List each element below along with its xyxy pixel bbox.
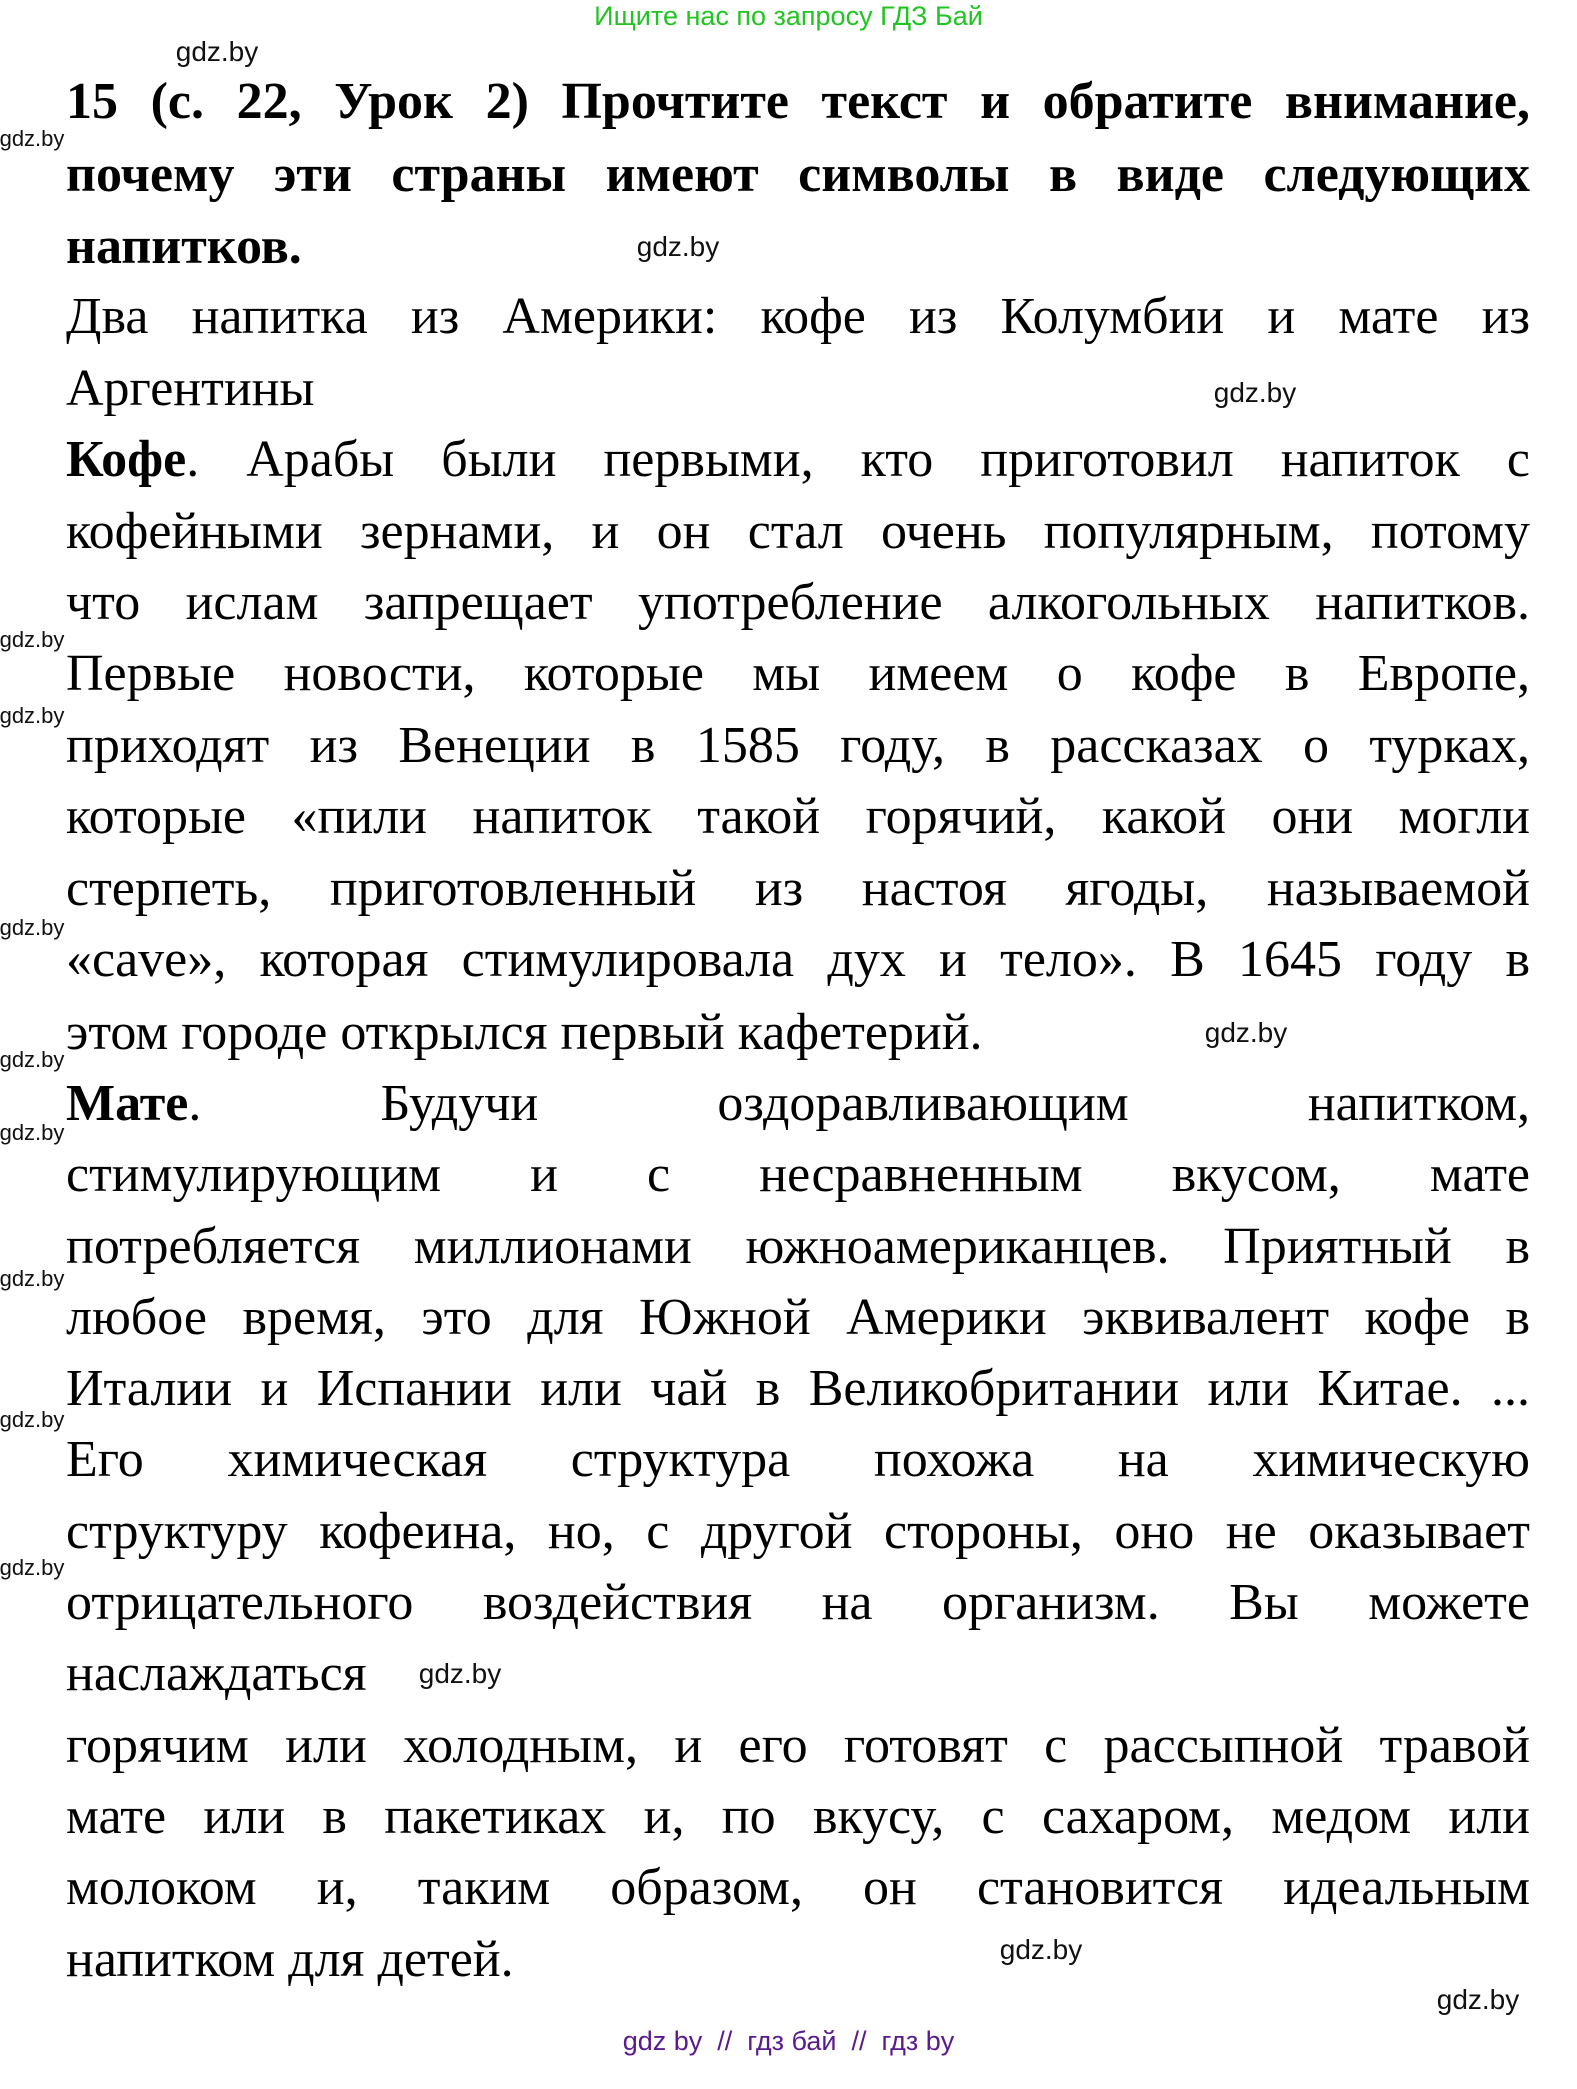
- watermark: gdz.by: [0, 126, 65, 151]
- mate-line: стимулирующим и с несравненным вкусом, мате: [66, 1146, 1530, 1203]
- coffee-line: стерпеть, приготовленный из настоя ягоды, называемой: [66, 860, 1530, 917]
- watermark: gdz.by: [636, 231, 720, 262]
- mate-line: горячим или холодным, и его готовят с рассыпной травой: [66, 1717, 1530, 1774]
- coffee-line: что ислам запрещает употребление алкогольных напитков.: [66, 574, 1530, 631]
- watermark: gdz.by: [0, 915, 65, 940]
- mate-line: любое время, это для Южной Америки эквивалент кофе в: [66, 1289, 1530, 1346]
- watermark: gdz.by: [0, 1407, 65, 1432]
- intro-line: Два напитка из Америки: кофе из Колумбии и мате из: [66, 288, 1530, 345]
- watermark: gdz.by: [0, 1047, 65, 1072]
- coffee-text: . Арабы были первыми, кто приготовил напиток с: [186, 431, 1530, 488]
- mate-label: Мате: [66, 1075, 189, 1132]
- mate-text: . Будучи оздоравливающим напитком,: [188, 1075, 1530, 1132]
- watermark: gdz.by: [1204, 1017, 1288, 1048]
- coffee-line: Первые новости, которые мы имеем о кофе в Европе,: [66, 645, 1530, 702]
- task-title-line: напитков.: [66, 218, 302, 275]
- coffee-line: приходят из Венеции в 1585 году, в рассказах о турках,: [66, 717, 1530, 774]
- mate-line: молоком и, таким образом, он становится идеальным: [66, 1859, 1530, 1916]
- coffee-line: которые «пили напиток такой горячий, какой они могли: [66, 788, 1530, 845]
- coffee-paragraph-first-line: [66, 430, 1530, 490]
- watermark: gdz.by: [0, 1266, 65, 1291]
- watermark: gdz.by: [0, 703, 65, 728]
- watermark: gdz.by: [1213, 377, 1297, 408]
- coffee-label: Кофе: [66, 431, 187, 488]
- mate-paragraph-first-line: [66, 1074, 1530, 1134]
- intro-line: Аргентины: [66, 360, 315, 417]
- mate-line: потребляется миллионами южноамериканцев. Приятный в: [66, 1218, 1530, 1275]
- mate-line: напитком для детей.: [66, 1931, 514, 1988]
- watermark: gdz.by: [175, 36, 259, 67]
- mate-line: отрицательного воздействия на организм. Вы можете: [66, 1574, 1530, 1631]
- watermark: gdz.by: [0, 1120, 65, 1145]
- watermark: gdz.by: [0, 1555, 65, 1580]
- coffee-line: «cave», которая стимулировала дух и тело». В 1645 году в: [66, 931, 1530, 988]
- mate-line: структуру кофеина, но, с другой стороны, оно не оказывает: [66, 1503, 1530, 1560]
- task-title-line: почему эти страны имеют символы в виде следующих: [66, 146, 1530, 203]
- mate-line: Италии и Испании или чай в Великобритании или Китае. ...: [66, 1360, 1530, 1417]
- coffee-line: кофейными зернами, и он стал очень популярным, потому: [66, 503, 1530, 560]
- watermark: gdz.by: [1436, 1984, 1520, 2015]
- watermark: gdz.by: [418, 1658, 502, 1689]
- mate-line: мате или в пакетиках и, по вкусу, с сахаром, медом или: [66, 1788, 1530, 1845]
- mate-line: Его химическая структура похожа на химическую: [66, 1431, 1530, 1488]
- mate-line: наслаждаться: [66, 1645, 367, 1702]
- task-title-line: 15 (с. 22, Урок 2) Прочтите текст и обратите внимание,: [66, 73, 1530, 130]
- footer-links: gdz by // гдз бай // гдз by: [622, 2026, 955, 2056]
- coffee-line: этом городе открылся первый кафетерий.: [66, 1004, 983, 1061]
- watermark: gdz.by: [999, 1934, 1083, 1965]
- watermark: gdz.by: [0, 627, 65, 652]
- search-banner: Ищите нас по запросу ГДЗ Бай: [594, 1, 983, 31]
